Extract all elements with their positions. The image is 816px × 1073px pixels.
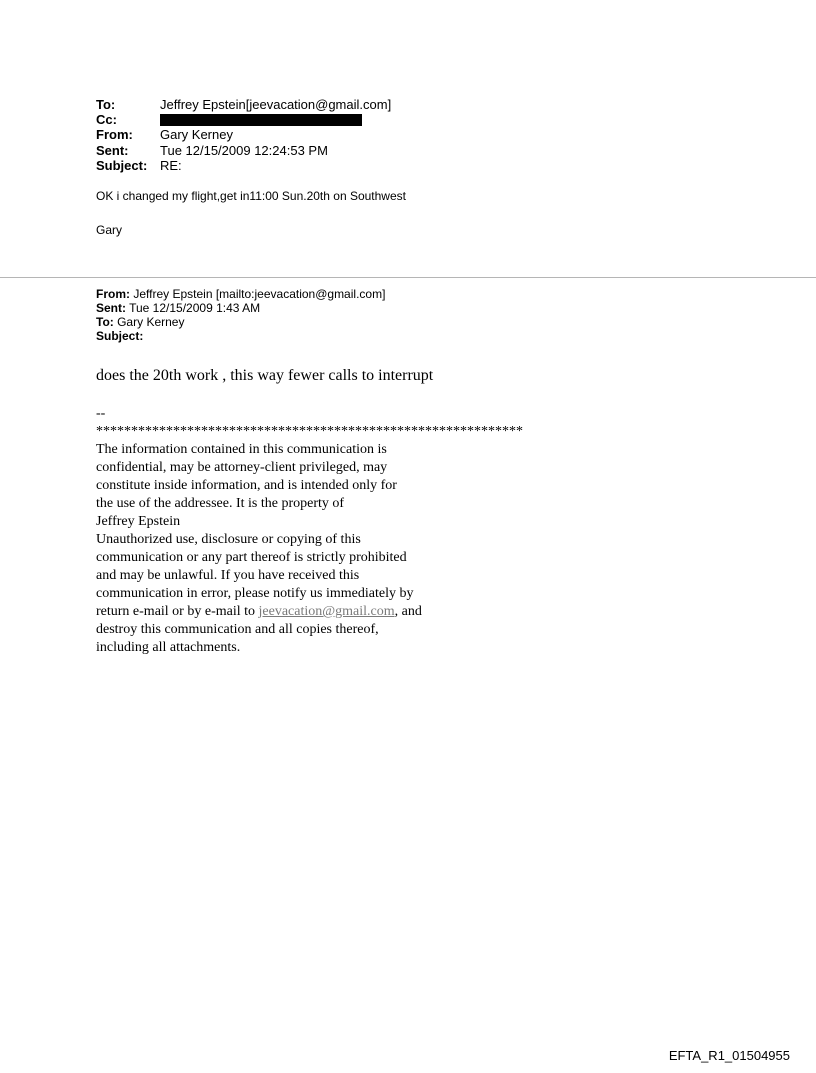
disclaimer-line: Jeffrey Epstein — [96, 514, 181, 529]
disclaimer-line: including all attachments. — [96, 640, 241, 655]
disclaimer-line: constitute inside information, and is intended only for — [96, 478, 397, 493]
email-header — [96, 97, 391, 173]
disclaimer-line: confidential, may be attorney-client privileged, may — [96, 460, 388, 475]
to-row — [96, 97, 391, 112]
subject-value: RE: — [160, 157, 182, 173]
fwd-sent-label: Sent: — [96, 301, 126, 315]
forwarded-header — [96, 287, 385, 343]
disclaimer-line: destroy this communication and all copies thereof, — [96, 622, 379, 637]
fwd-from-row — [96, 287, 385, 301]
subject-label: Subject: — [96, 157, 148, 173]
document-id: EFTA_R1_01504955 — [668, 1048, 790, 1063]
fwd-from-value: Jeffrey Epstein [mailto:jeevacation@gmail.com] — [130, 287, 386, 301]
reply-signature: Gary — [96, 223, 123, 237]
divider — [0, 277, 816, 278]
cc-row — [96, 112, 391, 127]
fwd-sent-row — [96, 301, 385, 315]
from-row — [96, 127, 391, 142]
disclaimer-line: the use of the addressee. It is the property of — [96, 496, 345, 511]
from-label: From: — [96, 127, 133, 143]
fwd-to-label: To: — [96, 315, 114, 329]
fwd-subject-row — [96, 329, 385, 343]
cc-redaction — [160, 114, 362, 126]
reply-body: OK i changed my flight,get in11:00 Sun.20th on Southwest — [96, 189, 406, 203]
fwd-to-value: Gary Kerney — [113, 315, 185, 329]
to-value: Jeffrey Epstein[jeevacation@gmail.com] — [160, 97, 392, 112]
disclaimer-line: The information contained in this communication is — [96, 442, 387, 457]
forwarded-message: does the 20th work , this way fewer calls to interrupt — [96, 367, 434, 384]
disclaimer-line: Unauthorized use, disclosure or copying of this — [96, 532, 361, 547]
disclaimer — [96, 405, 523, 657]
sent-value: Tue 12/15/2009 12:24:53 PM — [160, 142, 328, 158]
disclaimer-line: communication or any part thereof is strictly prohibited — [96, 550, 407, 565]
disclaimer-line: communication in error, please notify us immediately by — [96, 586, 414, 601]
to-label: To: — [96, 97, 116, 112]
fwd-from-label: From: — [96, 287, 130, 301]
fwd-to-row — [96, 315, 385, 329]
disclaimer-line-text: , and — [394, 604, 422, 619]
disclaimer-line-text: return e-mail or by e-mail to — [96, 604, 259, 619]
fwd-subject-label: Subject: — [96, 329, 144, 343]
sent-label: Sent: — [96, 142, 129, 158]
disclaimer-line: and may be unlawful. If you have received this — [96, 568, 360, 583]
subject-row — [96, 158, 391, 173]
disclaimer-dash: -- — [96, 406, 106, 421]
disclaimer-line — [96, 603, 523, 621]
from-value: Gary Kerney — [160, 127, 233, 143]
email-link[interactable]: jeevacation@gmail.com — [258, 604, 395, 619]
cc-label: Cc: — [96, 112, 117, 128]
disclaimer-stars: ************************************************************* — [96, 424, 523, 439]
sent-row — [96, 143, 391, 158]
fwd-sent-value: Tue 12/15/2009 1:43 AM — [126, 301, 261, 315]
